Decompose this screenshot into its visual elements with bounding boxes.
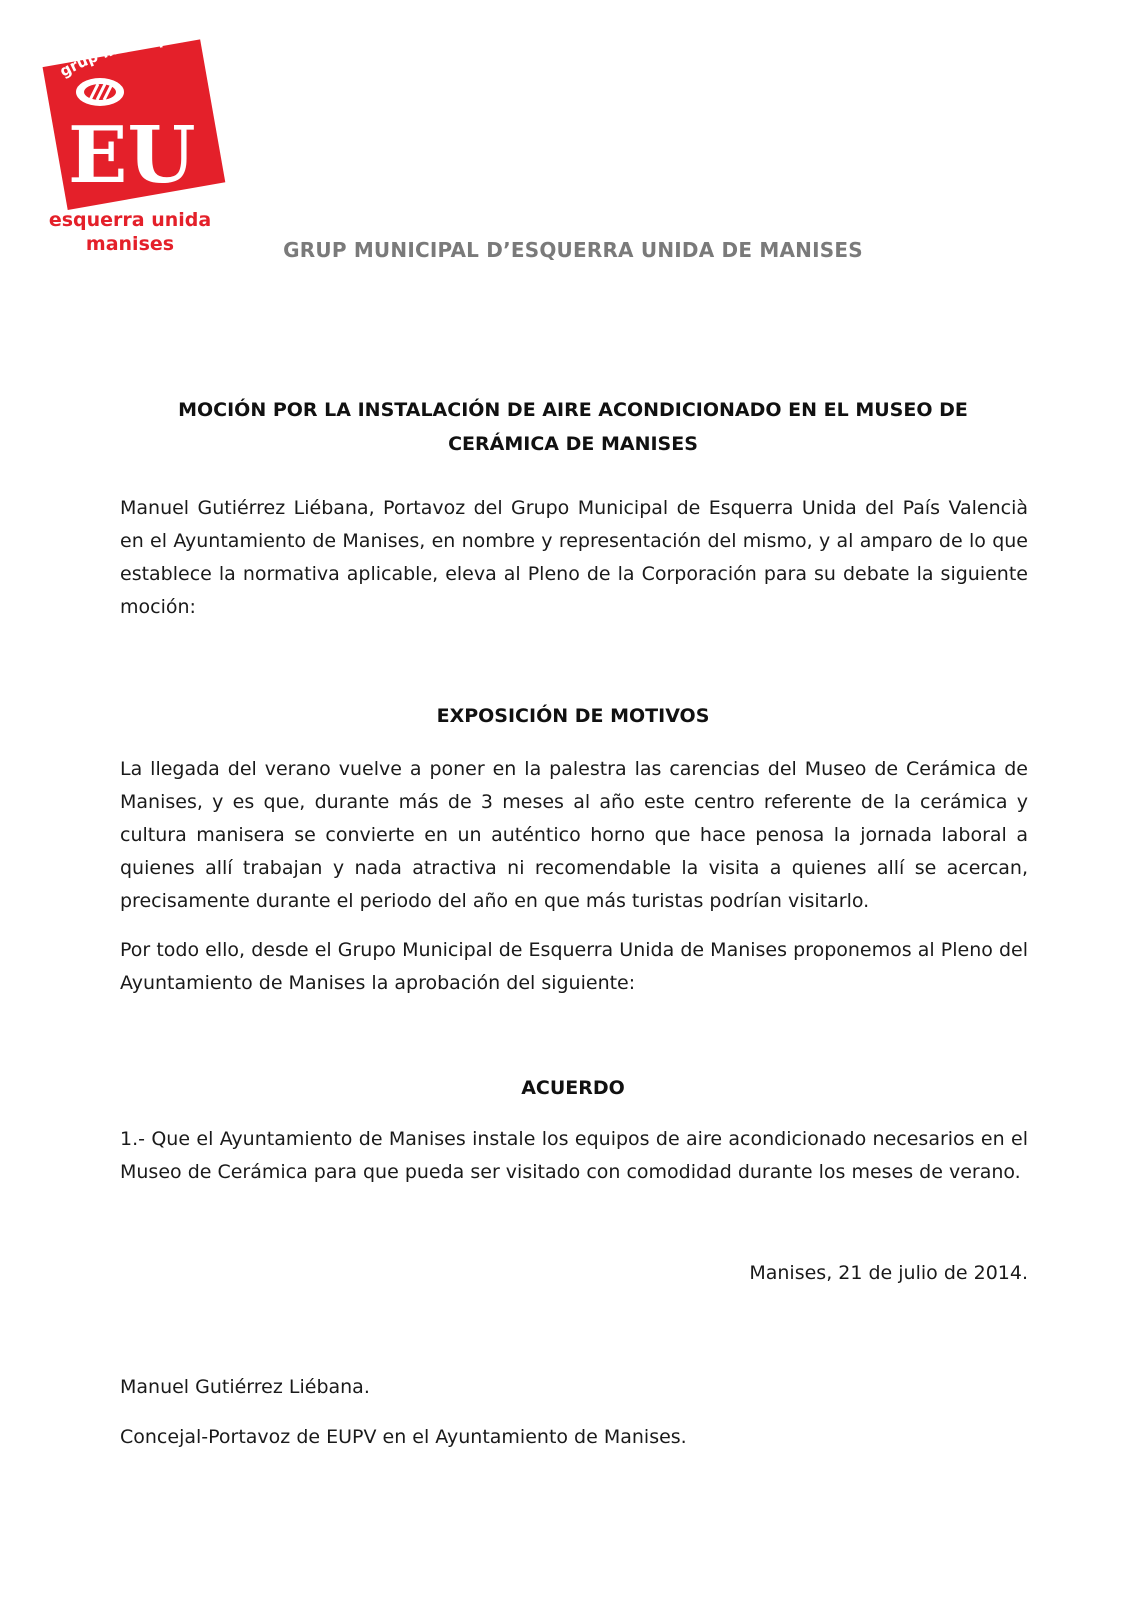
motives-heading: EXPOSICIÓN DE MOTIVOS	[436, 705, 710, 727]
motives-paragraph-2: Por todo ello, desde el Grupo Municipal de Esquerra Unida de Manises proponemos al Pleno del Ayuntamiento de Manises la aprobación del siguiente:	[120, 939, 1028, 994]
agreement-paragraph: 1.- Que el Ayuntamiento de Manises instale los equipos de aire acondicionado necesarios en el Museo de Cerámica para que pueda ser visitado con comodidad durante los meses de verano.	[120, 1128, 1028, 1183]
group-header: GRUP MUNICIPAL D’ESQUERRA UNIDA DE MANISES	[283, 238, 863, 262]
logo-emblem	[40, 30, 230, 220]
logo-caption-line1: esquerra unida	[48, 209, 212, 231]
signatory-role: Concejal-Portavoz de EUPV en el Ayuntamiento de Manises.	[120, 1426, 687, 1448]
title-line-2: CERÁMICA DE MANISES	[448, 433, 698, 455]
intro-paragraph: Manuel Gutiérrez Liébana, Portavoz del Grupo Municipal de Esquerra Unida del País Valencià en el Ayuntamiento de Manises, en nombre y representación del mismo, y al amparo de lo que establece la normativa aplicable, eleva al Pleno de la Corporación para su debate la siguiente moción:	[120, 497, 1028, 618]
signatory-name: Manuel Gutiérrez Liébana.	[120, 1376, 370, 1398]
logo-ring-icon	[76, 78, 124, 106]
place-date: Manises, 21 de julio de 2014.	[749, 1262, 1028, 1284]
title-line-1: MOCIÓN POR LA INSTALACIÓN DE AIRE ACONDICIONADO EN EL MUSEO DE	[178, 399, 968, 421]
logo-arc-text: grup municipal	[56, 30, 185, 81]
party-logo	[40, 30, 230, 270]
logo-monogram: EU	[68, 110, 196, 201]
logo-caption-line2: manises	[85, 233, 175, 255]
document-title	[120, 393, 1026, 461]
agreement-heading: ACUERDO	[521, 1077, 625, 1099]
motives-paragraph-1: La llegada del verano vuelve a poner en la palestra las carencias del Museo de Cerámica de Manises, y es que, durante más de 3 meses al año este centro referente de la cerámica y cultura manisera se convierte en un auténtico horno que hace penosa la jornada laboral a quienes allí trabajan y nada atractiva ni recomendable la visita a quienes allí se acercan, precisamente durante el periodo del año en que más turistas podrían visitarlo.	[120, 758, 1028, 912]
